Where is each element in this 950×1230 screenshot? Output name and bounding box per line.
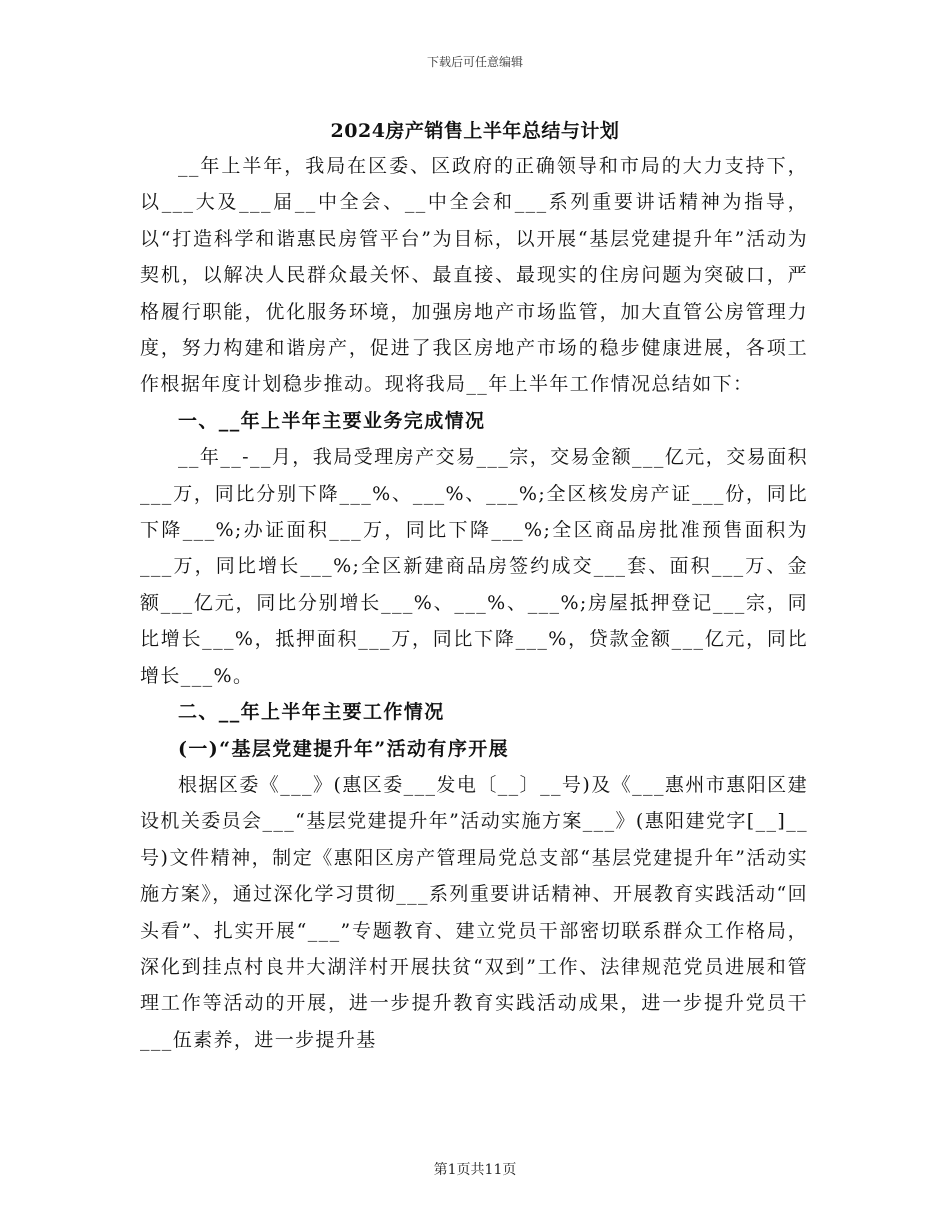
party-building-paragraph: 根据区委《___》(惠区委___发电〔__〕__号)及《___惠州市惠阳区建设机关委员会___“基层党建提升年”活动实施方案___》(惠阳建党字[__]__号)文件精神，制定《惠阳区房产管理局党总支部“基层党建提升年”活动实施方案》，通过深化学习贯彻___系列重要讲话精神、开展教育实践活动“回头看”、扎实开展“___”专题教育、建立党员干部密切联系群众工作格局，深化到挂点村良井大湖洋村开展扶贫“双到”工作、法律规范党员进展和管理工作等活动的开展，进一步提升教育实践活动成果，进一步提升党员干___伍素养，进一步提升基 <box>140 773 808 1051</box>
document-body <box>140 148 808 1058</box>
header-note: 下载后可任意编辑 <box>426 55 523 69</box>
intro-paragraph: __年上半年，我局在区委、区政府的正确领导和市局的大力支持下，以___大及___届__中全会、__中全会和___系列重要讲话精神为指导，以“打造科学和谐惠民房管平台”为目标，以开展“基层党建提升年”活动为契机，以解决人民群众最关怀、最直接、最现实的住房问题为突破口，严格履行职能，优化服务环境，加强房地产市场监管，加大直管公房管理力度，努力构建和谐房产，促进了我区房地产市场的稳步健康进展，各项工作根据年度计划稳步推动。现将我局__年上半年工作情况总结如下： <box>140 155 808 396</box>
page-footer: 第1页共11页 <box>433 1162 517 1178</box>
business-summary-paragraph: __年__-__月，我局受理房产交易___宗，交易金额___亿元，交易面积___万，同比分别下降___%、___%、___%;全区核发房产证___份，同比下降___%;办证面积___万，同比下降___%;全区商品房批准预售面积为___万，同比增长___%;全区新建商品房签约成交___套、面积___万、金额___亿元，同比分别增长___%、___%、___%;房屋抵押登记___宗，同比增长___%，抵押面积___万，同比下降___%，贷款金额___亿元，同比增长___%。 <box>140 446 808 687</box>
subsection-heading-1: (一)“基层党建提升年”活动有序开展 <box>178 737 510 760</box>
section-heading-1: 一、__年上半年主要业务完成情况 <box>178 409 486 432</box>
document-title: 2024房产销售上半年总结与计划 <box>330 120 620 142</box>
section-heading-2: 二、__年上半年主要工作情况 <box>178 701 445 724</box>
